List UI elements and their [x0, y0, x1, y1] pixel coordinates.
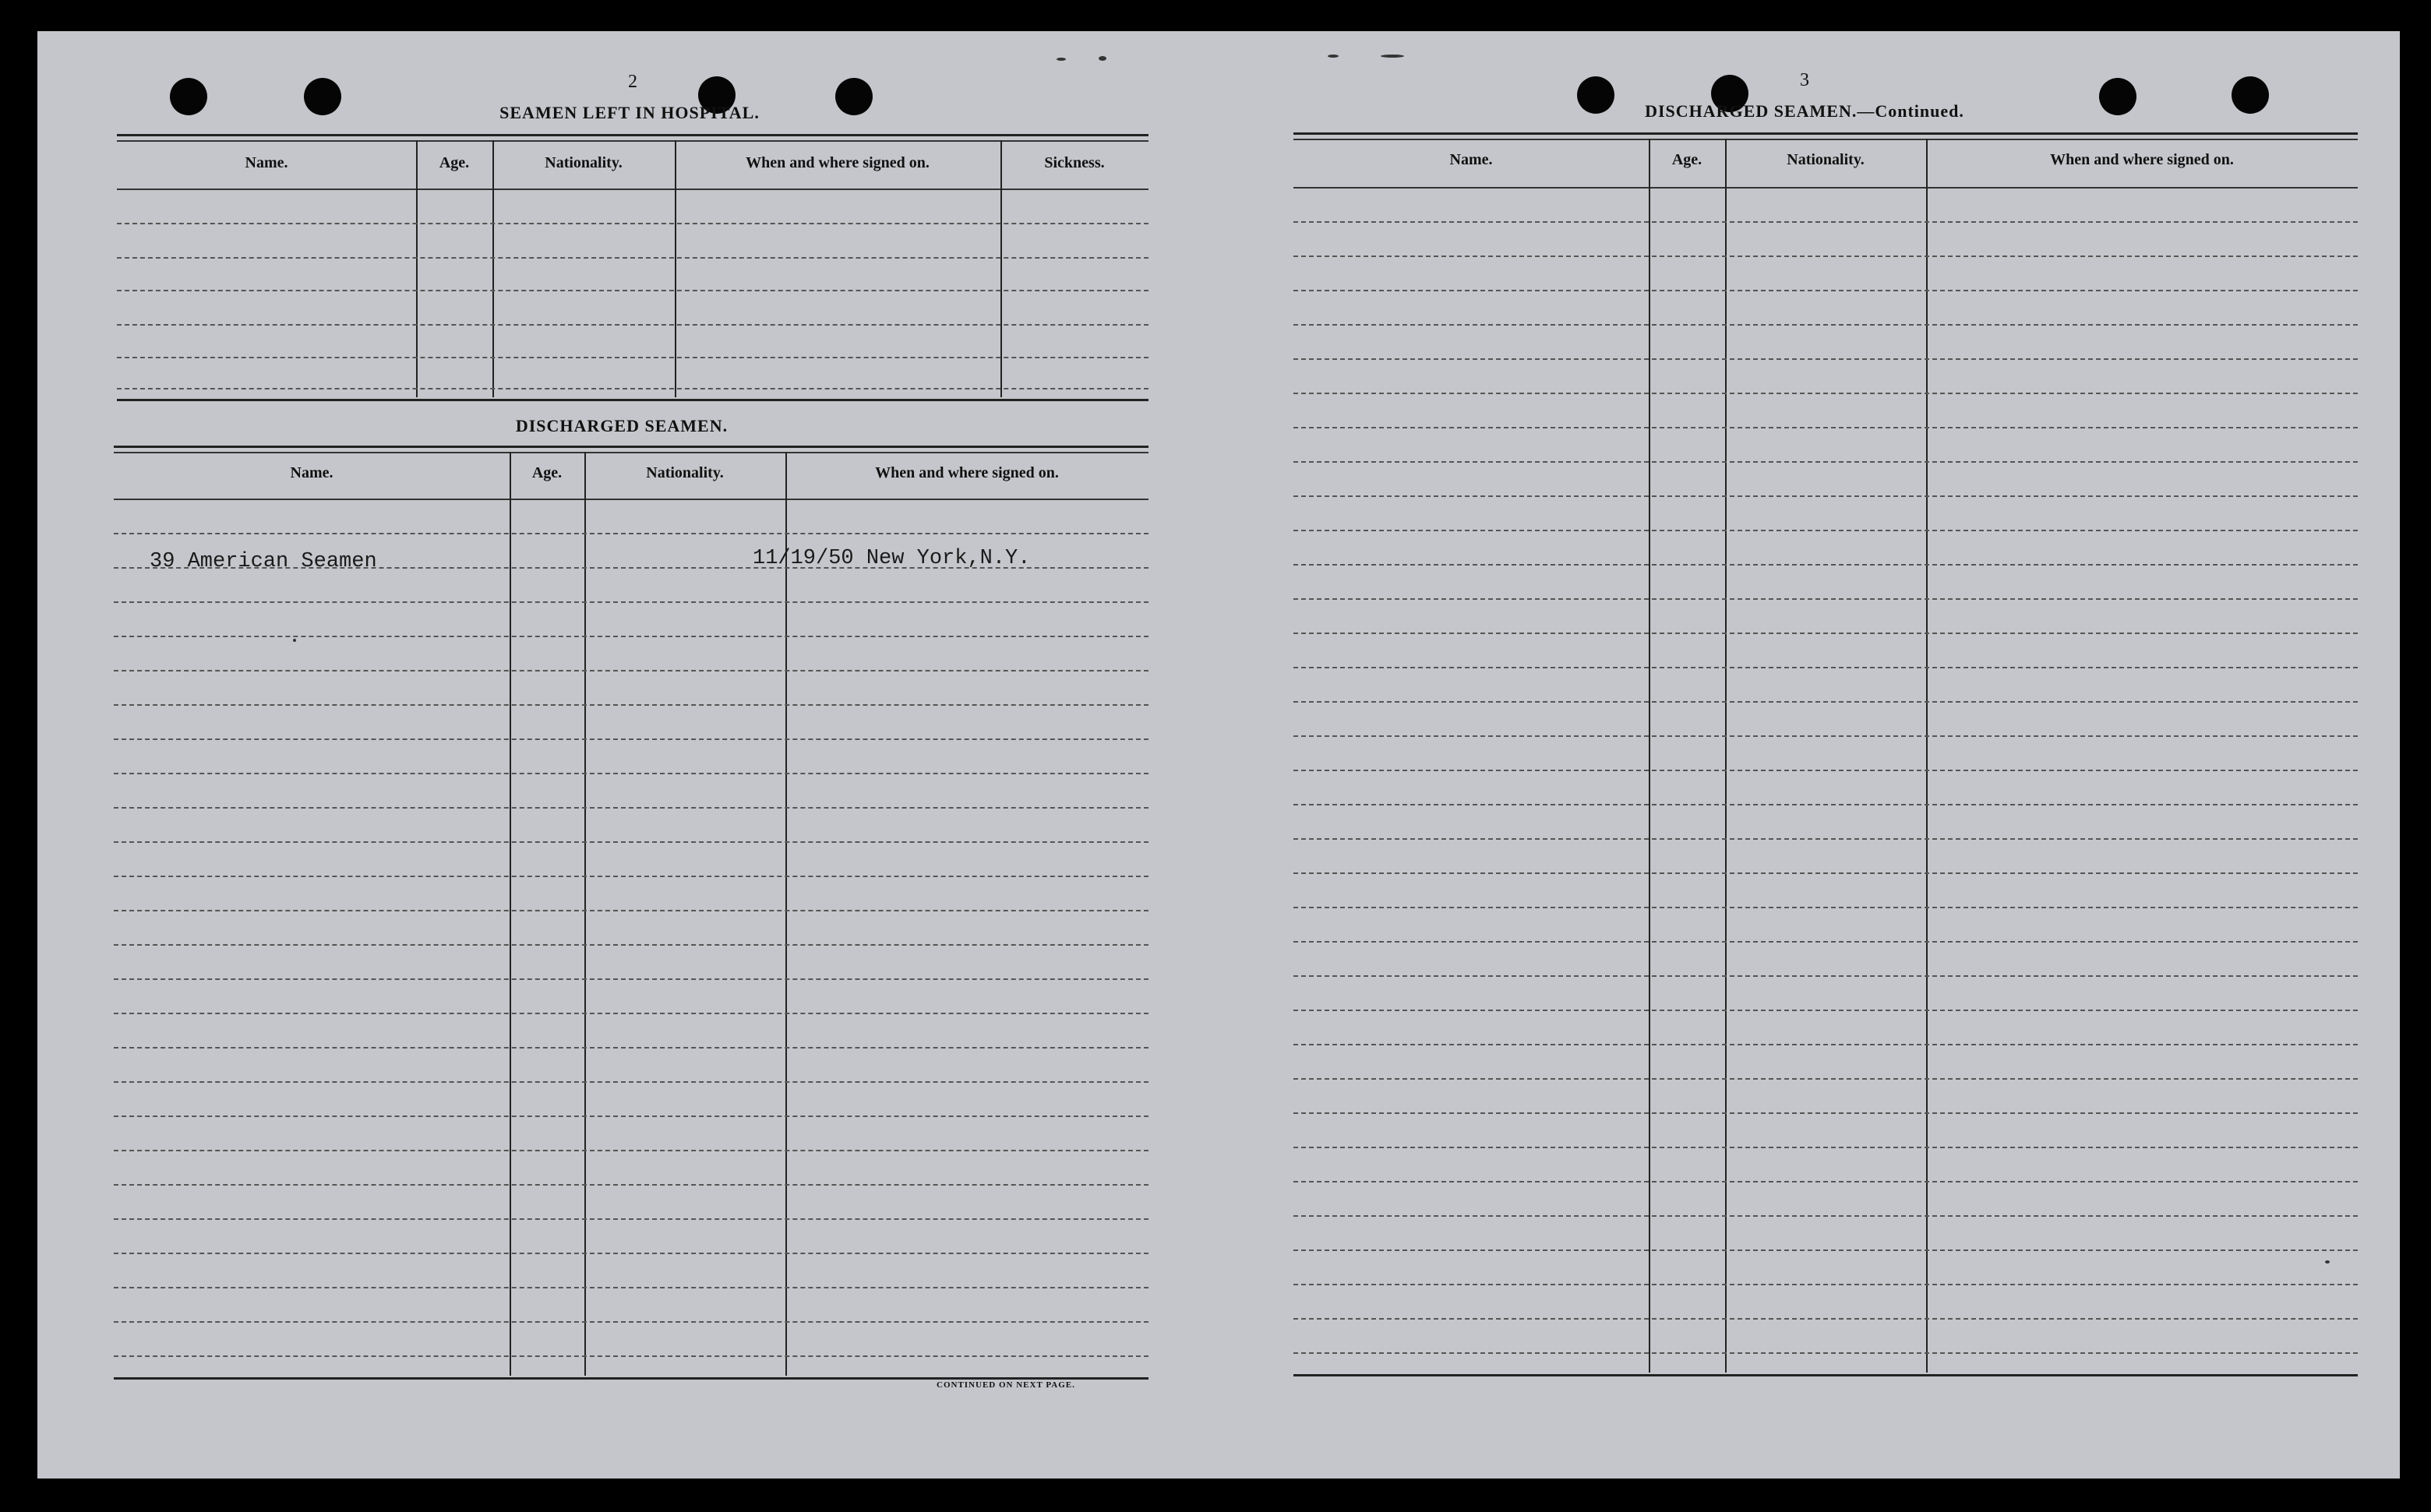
column-header-name: Name. [245, 154, 288, 171]
column-header-signed-on: When and where signed on. [746, 154, 930, 171]
page-number: 2 [628, 72, 637, 92]
column-header-nationality: Nationality. [1787, 151, 1865, 168]
punch-hole [835, 78, 873, 115]
column-header-nationality: Nationality. [646, 464, 724, 481]
typed-entry-name: 39 American Seamen [150, 550, 377, 573]
speck [1328, 55, 1339, 58]
column-header-signed-on: When and where signed on. [2050, 151, 2234, 168]
document-sheet [37, 31, 2400, 1479]
column-header-age: Age. [531, 464, 563, 481]
hospital-table [117, 134, 1148, 446]
discharged-table [114, 446, 1148, 1412]
punch-hole [2232, 76, 2269, 114]
punch-hole [2099, 78, 2136, 115]
column-header-signed-on: When and where signed on. [875, 464, 1059, 481]
column-header-name: Name. [1449, 151, 1493, 168]
speck [1099, 56, 1106, 61]
column-header-age: Age. [1671, 151, 1702, 168]
speck [1381, 55, 1404, 58]
column-header-name: Name. [290, 464, 333, 481]
section-title: SEAMEN LEFT IN HOSPITAL. [499, 103, 760, 122]
page-number: 3 [1800, 70, 1809, 90]
section-title: DISCHARGED SEAMEN.—Continued. [1645, 101, 1964, 121]
punch-hole [304, 78, 341, 115]
continued-note: CONTINUED ON NEXT PAGE. [937, 1380, 1075, 1390]
punch-hole [1577, 76, 1614, 114]
section-title: DISCHARGED SEAMEN. [515, 416, 729, 435]
column-header-nationality: Nationality. [545, 154, 623, 171]
column-header-age: Age. [439, 154, 470, 171]
punch-hole [170, 78, 207, 115]
column-header-sickness: Sickness. [1044, 154, 1105, 171]
speck [1057, 58, 1066, 61]
typed-entry-signed-on: 11/19/50 New York,N.Y. [753, 547, 1031, 570]
discharged-continued-table [1293, 132, 2358, 1410]
